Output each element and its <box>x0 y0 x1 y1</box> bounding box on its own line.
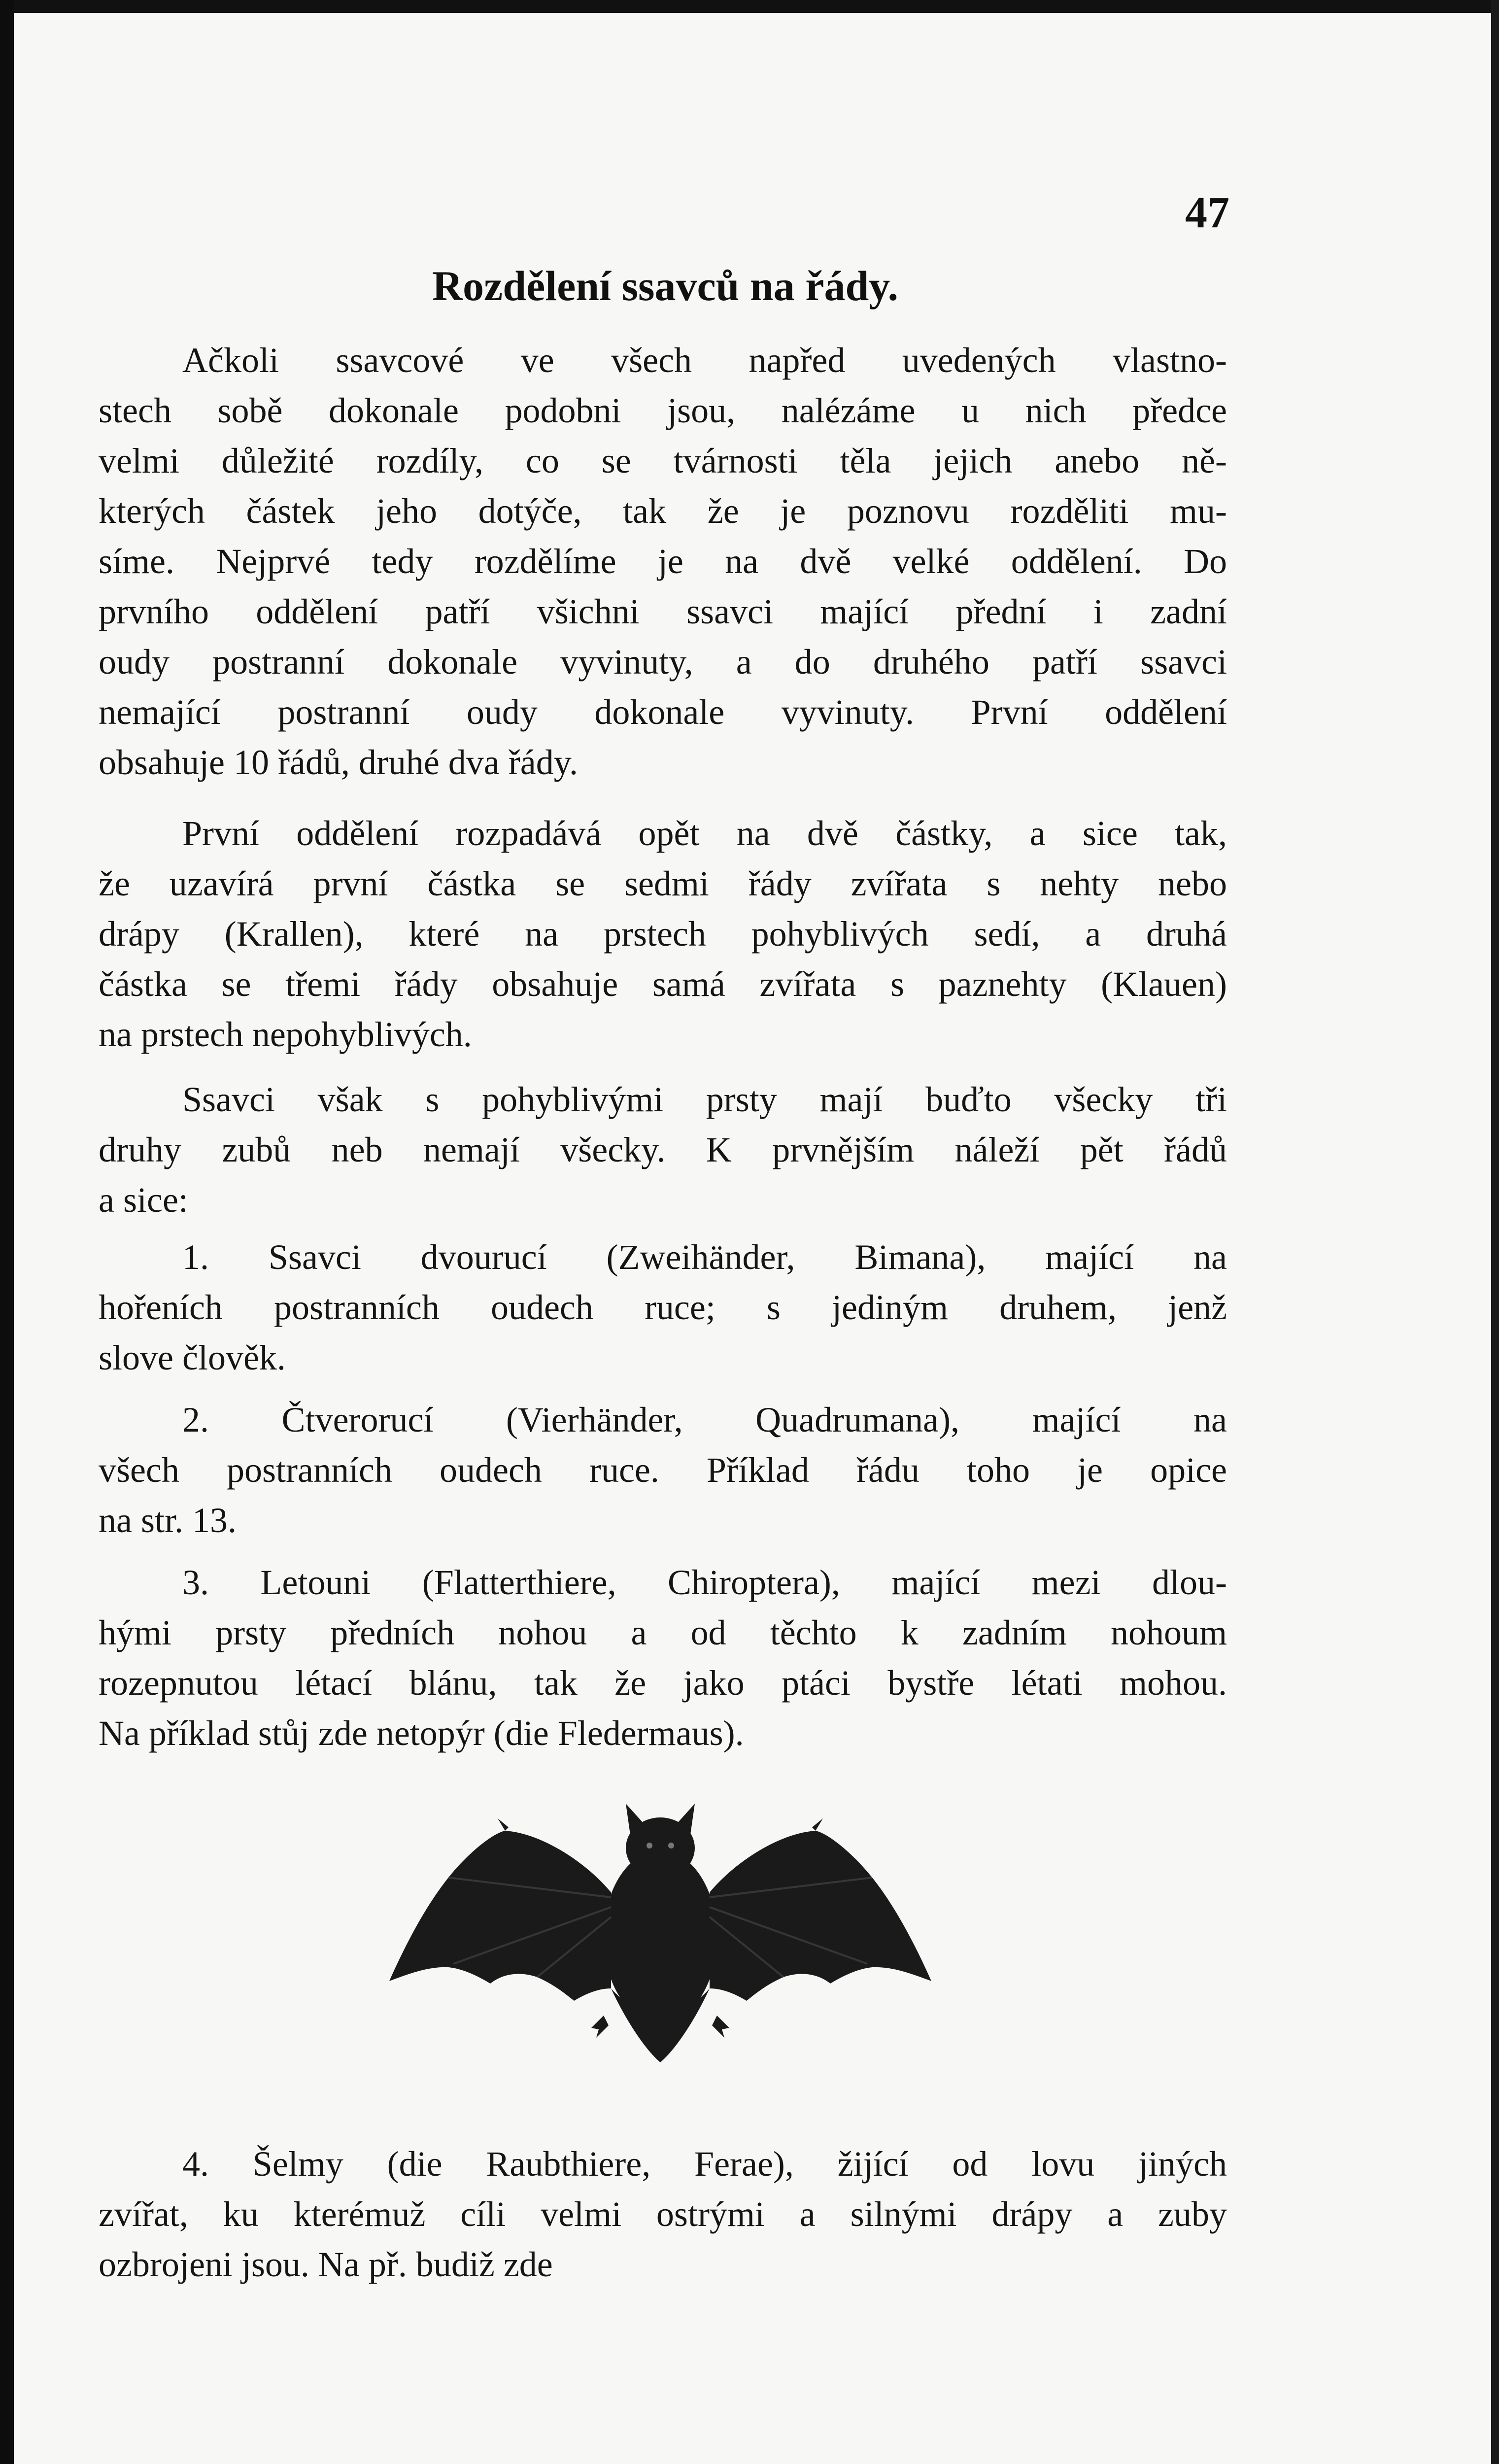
text-line: obsahuje 10 řádů, druhé dva řády. <box>99 743 579 782</box>
text-line: 2. Čtverorucí (Vierhänder, Quadrumana), mající na <box>182 1400 1227 1439</box>
text-line: rozepnutou létací blánu, tak že jako ptáci bystře létati mohou. <box>99 1663 1227 1703</box>
text-line: hořeních postranních oudech ruce; s jediným druhem, jenž <box>99 1288 1227 1327</box>
bat-icon <box>379 1794 941 2070</box>
text-line: zvířat, ku kterémuž cíli velmi ostrými a silnými drápy a zuby <box>99 2194 1227 2234</box>
text-line: Ssavci však s pohyblivými prsty mají buďto všecky tři <box>182 1080 1227 1119</box>
text-line: nemající postranní oudy dokonale vyvinuty. První oddělení <box>99 692 1227 732</box>
text-line: síme. Nejprvé tedy rozdělíme je na dvě velké oddělení. Do <box>99 542 1227 581</box>
text-line: slove člověk. <box>99 1338 286 1377</box>
text-line: drápy (Krallen), které na prstech pohyblivých sedí, a druhá <box>99 914 1227 954</box>
paragraph-intro <box>99 335 1227 787</box>
order-item-3 <box>99 1557 1227 1758</box>
text-line: na prstech nepohyblivých. <box>99 1015 472 1054</box>
text-line: a sice: <box>99 1180 188 1220</box>
text-line: hými prsty předních nohou a od těchto k zadním nohoum <box>99 1613 1227 1652</box>
text-line: prvního oddělení patří všichni ssavci mající přední i zadní <box>99 592 1227 631</box>
text-line: Ačkoli ssavcové ve všech napřed uvedených vlastno- <box>182 341 1227 380</box>
text-line: na str. 13. <box>99 1501 237 1540</box>
order-item-1 <box>99 1232 1227 1383</box>
scan-edge-left <box>0 0 14 2464</box>
text-line: Na příklad stůj zde netopýr (die Fledermaus). <box>99 1713 744 1753</box>
paragraph-first-division <box>99 808 1227 1060</box>
order-item-2 <box>99 1395 1227 1545</box>
text-line: stech sobě dokonale podobni jsou, nalézáme u nich předce <box>99 391 1227 430</box>
text-line: kterých částek jeho dotýče, tak že je poznovu rozděliti mu- <box>99 491 1227 531</box>
text-line: oudy postranní dokonale vyvinuty, a do druhého patří ssavci <box>99 642 1227 682</box>
text-line: že uzavírá první částka se sedmi řády zvířata s nehty nebo <box>99 864 1227 903</box>
text-line: všech postranních oudech ruce. Příklad řádu toho je opice <box>99 1450 1227 1490</box>
text-line: částka se třemi řády obsahuje samá zvířata s paznehty (Klauen) <box>99 964 1227 1004</box>
text-line: druhy zubů neb nemají všecky. K prvnějším náleží pět řádů <box>99 1130 1227 1169</box>
order-item-4 <box>99 2139 1227 2290</box>
bat-illustration <box>379 1794 941 2070</box>
scan-edge-top <box>0 0 1499 13</box>
text-line: ozbrojeni jsou. Na př. budiž zde <box>99 2245 553 2284</box>
text-line: 1. Ssavci dvourucí (Zweihänder, Bimana), mající na <box>182 1237 1227 1277</box>
page-number: 47 <box>1185 188 1229 237</box>
text-line: 3. Letouni (Flatterthiere, Chiroptera), mající mezi dlou- <box>182 1563 1227 1602</box>
text-line: 4. Šelmy (die Raubthiere, Ferae), žijící od lovu jiných <box>182 2144 1227 2184</box>
section-heading: Rozdělení ssavců na řády. <box>432 262 899 309</box>
paragraph-mobile-toes <box>99 1074 1227 1225</box>
text-line: První oddělení rozpadává opět na dvě částky, a sice tak, <box>182 814 1227 853</box>
scan-edge-right <box>1491 0 1499 2464</box>
text-line: velmi důležité rozdíly, co se tvárnosti těla jejich anebo ně- <box>99 441 1227 480</box>
